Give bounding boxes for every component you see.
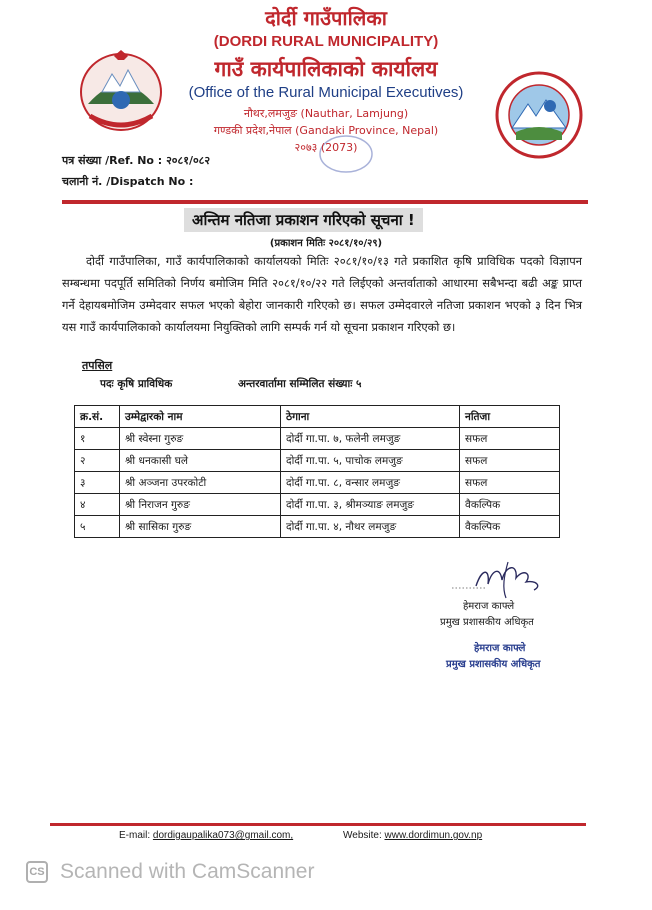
dispatch-label: चलानी नं. /Dispatch No : [62,175,194,188]
office-name-en: (Office of the Rural Municipal Executives) [188,84,464,101]
footer-website [343,830,482,841]
notice-title: अन्तिम नतिजा प्रकाशन गरिएको सूचना ! [184,208,423,232]
cell-name: श्री निराजन गुरुङ [120,494,281,516]
camscanner-text: Scanned with CamScanner [60,860,315,883]
email-label: E-mail: [119,830,151,841]
cell-result: सफल [460,472,560,494]
camscanner-watermark [26,860,314,884]
cell-result: सफल [460,428,560,450]
col-serial: क्र.सं. [75,406,120,428]
header-divider [62,200,588,204]
table-row [75,472,560,494]
stamp-name: हेमराज काफ्ले [474,643,526,654]
table-row [75,516,560,538]
notice-body-text: दोर्दी गाउँपालिका, गाउँ कार्यपालिकाको कार्यालयको मितिः २०८१/१०/१३ गते प्रकाशित कृषि प्राविधिक पदको विज्ञापन सम्बन्धमा पदपूर्ति समितिको निर्णय बमोजिम मिति २०८१/१०/२२ गते लिईएको अन्तर्वाताको आधारमा सबैभन्दा बढी अङ्क प्राप्त गर्ने देहायबमोजिम उम्मेदवार सफल भएको बेहोरा जानकारी गरिएको छ। सफल उम्मेदवारले नतिजा प्रकाशन भएको ३ दिन भित्र यस गाउँ कार्यपालिकाको कार्यालयमा नियुक्तिको लागि सम्पर्क गर्न यो सूचना प्रकाशन गरिएको छ। [62,254,582,334]
camscanner-logo-icon: CS [26,861,48,883]
municipality-name-np: दोर्दी गाउँपालिका [265,6,387,30]
cell-address: दोर्दी गा.पा. ४, नौथर लमजुङ [281,516,460,538]
footer-divider [50,823,586,826]
email-link[interactable]: dordigaupalika073@gmail.com, [152,830,294,841]
col-address: ठेगाना [281,406,460,428]
cell-address: दोर्दी गा.पा. ५, पाचोक लमजुङ [281,450,460,472]
cell-serial: १ [75,428,120,450]
address-line-1: नौथर,लमजुङ (Nauthar, Lamjung) [243,107,409,120]
signatory-title: प्रमुख प्रशासकीय अधिकृत [440,617,534,628]
notice-body [62,250,582,338]
details-label: तपसिल [82,359,113,372]
cell-address: दोर्दी गा.पा. ८, वन्सार लमजुङ [281,472,460,494]
website-link[interactable]: www.dordimun.gov.np [384,830,483,841]
stamp-title: प्रमुख प्रशासकीय अधिकृत [446,659,541,670]
col-name: उम्मेद्वारको नाम [120,406,281,428]
footer-email [119,830,293,841]
municipality-name-en: (DORDI RURAL MUNICIPALITY) [213,33,439,50]
address-line-3: २०७३ (2073) [294,141,358,154]
website-label: Website: [343,830,382,841]
ref-value: २०८१/०८२ [166,154,211,167]
col-result: नतिजा [460,406,560,428]
cell-address: दोर्दी गा.पा. ७, फलेनी लमजुङ [281,428,460,450]
results-table [74,405,560,538]
cell-name: श्री अञ्जना उपरकोटी [120,472,281,494]
table-row [75,450,560,472]
dispatch-number [62,174,193,189]
post-name: पदः कृषि प्राविधिक [100,378,173,390]
cell-address: दोर्दी गा.पा. ३, श्रीमञ्याङ लमजुङ [281,494,460,516]
cell-result: वैकल्पिक [460,494,560,516]
signatory-name: हेमराज काफ्ले [463,601,515,612]
cell-serial: २ [75,450,120,472]
table-header-row [75,406,560,428]
cell-serial: ४ [75,494,120,516]
cell-name: श्री स्वेस्ना गुरुङ [120,428,281,450]
cell-result: सफल [460,450,560,472]
cell-name: श्री धनकासी घले [120,450,281,472]
office-name-np: गाउँ कार्यपालिकाको कार्यालय [214,57,438,81]
cell-result: वैकल्पिक [460,516,560,538]
table-row [75,494,560,516]
ref-number [62,153,210,168]
address-line-2: गण्डकी प्रदेश,नेपाल (Gandaki Province, Nepal) [213,124,439,137]
interview-count: अन्तरवार्तामा सम्मिलित संख्याः ५ [238,378,362,390]
table-row [75,428,560,450]
cell-name: श्री सासिका गुरुङ [120,516,281,538]
cell-serial: ३ [75,472,120,494]
cell-serial: ५ [75,516,120,538]
ref-label: पत्र संख्या /Ref. No : [62,154,163,167]
publish-date: (प्रकाशन मितिः २०८१/१०/२९) [269,238,383,249]
